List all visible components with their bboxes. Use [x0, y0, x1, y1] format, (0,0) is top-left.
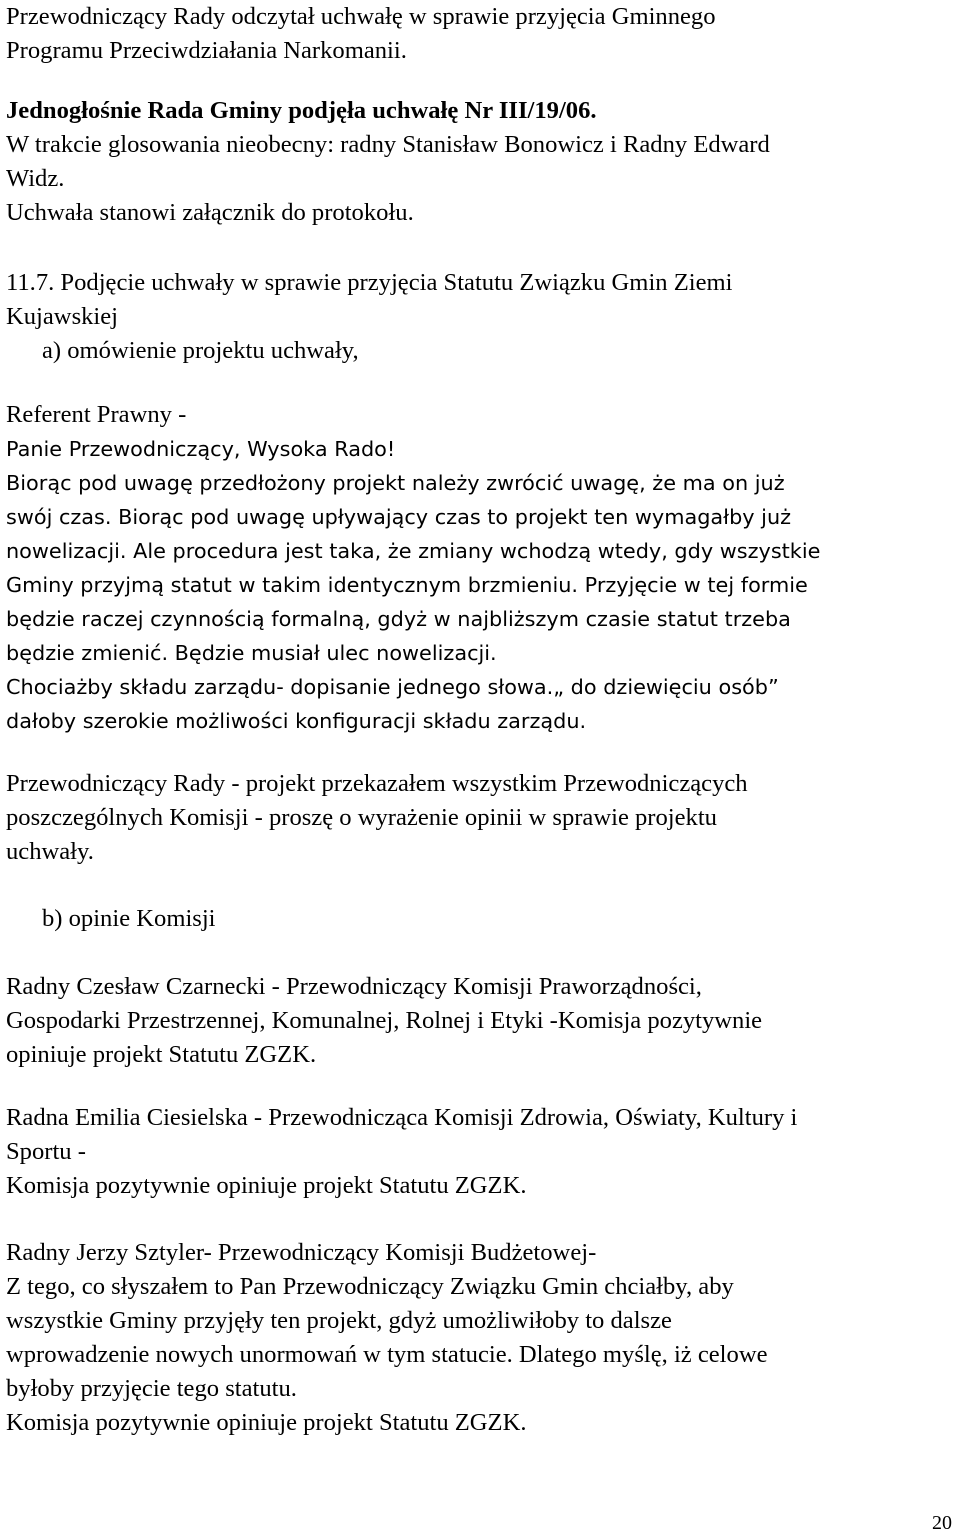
text-line: uchwały.	[6, 838, 94, 865]
text-line: nowelizacji. Ale procedura jest taka, że zmiany wchodzą wtedy, gdy wszystkie	[6, 539, 821, 563]
text-line: wprowadzenie nowych unormowań w tym statucie. Dlatego myślę, iż celowe	[6, 1341, 768, 1368]
text-line: Gospodarki Przestrzennej, Komunalnej, Rolnej i Etyki -Komisja pozytywnie	[6, 1007, 763, 1034]
list-item: a) omówienie projektu uchwały,	[42, 337, 359, 364]
text-line: opiniuje projekt Statutu ZGZK.	[6, 1041, 317, 1068]
text-line: W trakcie glosowania nieobecny: radny Stanisław Bonowicz i Radny Edward	[6, 131, 770, 158]
page-number: 20	[932, 1512, 952, 1534]
text-line: byłoby przyjęcie tego statutu.	[6, 1375, 297, 1402]
text-line: Uchwała stanowi załącznik do protokołu.	[6, 199, 414, 226]
agenda-item-heading: 11.7. Podjęcie uchwały w sprawie przyjęcia Statutu Związku Gmin Ziemi	[6, 269, 733, 296]
text-line: Panie Przewodniczący, Wysoka Rado!	[6, 437, 396, 461]
text-line: Biorąc pod uwagę przedłożony projekt należy zwrócić uwagę, że ma on już	[6, 471, 785, 495]
text-line: Radny Jerzy Sztyler- Przewodniczący Komisji Budżetowej-	[6, 1239, 597, 1266]
text-line: Z tego, co słyszałem to Pan Przewodniczący Związku Gmin chciałby, aby	[6, 1273, 734, 1300]
text-line: Radny Czesław Czarnecki - Przewodniczący Komisji Praworządności,	[6, 973, 702, 1000]
text-line: Kujawskiej	[6, 303, 119, 330]
text-line: Komisja pozytywnie opiniuje projekt Statutu ZGZK.	[6, 1409, 527, 1436]
text-line: Gminy przyjmą statut w takim identycznym brzmieniu. Przyjęcie w tej formie	[6, 573, 808, 597]
text-line: dałoby szerokie możliwości konfiguracji składu zarządu.	[6, 709, 587, 733]
text-line: Przewodniczący Rady odczytał uchwałę w sprawie przyjęcia Gminnego	[6, 3, 716, 30]
text-line: Przewodniczący Rady - projekt przekazałem wszystkim Przewodniczących	[6, 770, 748, 797]
text-line: Komisja pozytywnie opiniuje projekt Statutu ZGZK.	[6, 1172, 527, 1199]
text-line: będzie zmienić. Będzie musiał ulec nowelizacji.	[6, 641, 497, 665]
text-line: będzie raczej czynnością formalną, gdyż w najbliższym czasie statut trzeba	[6, 607, 791, 631]
text-line: Widz.	[6, 165, 65, 192]
text-line: Sportu -	[6, 1138, 86, 1165]
text-line: wszystkie Gminy przyjęły ten projekt, gdyż umożliwiłoby to dalsze	[6, 1307, 672, 1334]
list-item: b) opinie Komisji	[42, 905, 216, 932]
text-line: Programu Przeciwdziałania Narkomanii.	[6, 37, 407, 64]
resolution-heading: Jednogłośnie Rada Gminy podjęła uchwałę Nr III/19/06.	[6, 97, 597, 124]
speaker-label: Referent Prawny -	[6, 401, 187, 428]
text-line: poszczególnych Komisji - proszę o wyrażenie opinii w sprawie projektu	[6, 804, 717, 831]
text-line: Chociażby składu zarządu- dopisanie jednego słowa.„ do dziewięciu osób”	[6, 675, 779, 699]
text-line: Radna Emilia Ciesielska - Przewodnicząca Komisji Zdrowia, Oświaty, Kultury i	[6, 1104, 798, 1131]
text-line: swój czas. Biorąc pod uwagę upływający czas to projekt ten wymagałby już	[6, 505, 792, 529]
